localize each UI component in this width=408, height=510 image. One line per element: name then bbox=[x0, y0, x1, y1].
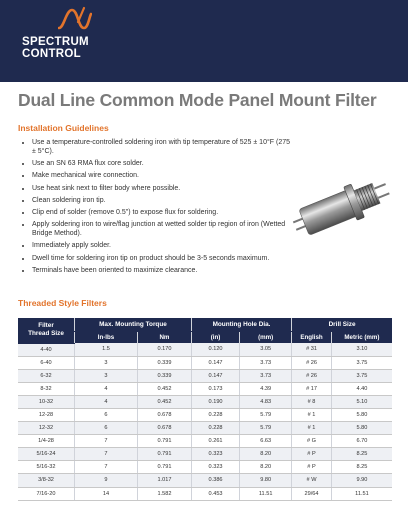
table-cell: 0.120 bbox=[191, 343, 239, 356]
drill-size-group-header: Drill Size bbox=[292, 318, 392, 332]
page-title: Dual Line Common Mode Panel Mount Filter bbox=[18, 90, 377, 110]
table-cell: 3 bbox=[75, 356, 138, 369]
table-cell: 8.25 bbox=[331, 461, 392, 474]
column-header: (in) bbox=[191, 332, 239, 344]
table-cell: 5.80 bbox=[331, 408, 392, 421]
table-cell: 0.791 bbox=[137, 448, 191, 461]
table-row bbox=[18, 343, 392, 356]
column-header: In-lbs bbox=[75, 332, 138, 344]
table-cell: # 31 bbox=[292, 343, 332, 356]
list-item: • Make mechanical wire connection. bbox=[32, 171, 294, 180]
brand-line-2: CONTROL bbox=[22, 48, 81, 60]
table-cell: 12-28 bbox=[18, 408, 75, 421]
table-cell: 0.452 bbox=[137, 395, 191, 408]
threaded-heading: Threaded Style Filters bbox=[18, 298, 107, 308]
table-cell: 1.582 bbox=[137, 487, 191, 500]
table-cell: 0.323 bbox=[191, 461, 239, 474]
table-cell: 3.73 bbox=[240, 356, 292, 369]
list-item: • Use a temperature-controlled soldering iron with tip temperature of 525 ± 10°F (275 ± 5°C). bbox=[32, 138, 294, 156]
table-cell: 0.678 bbox=[137, 408, 191, 421]
table-cell: 4 bbox=[75, 395, 138, 408]
table-cell: 7/16-20 bbox=[18, 487, 75, 500]
table-cell: 4.40 bbox=[331, 382, 392, 395]
filter-product-image bbox=[284, 170, 396, 248]
filter-thread-size-header: Filter Thread Size bbox=[18, 318, 75, 343]
table-body bbox=[18, 343, 392, 500]
table-cell: 6-32 bbox=[18, 369, 75, 382]
table-cell: 11.51 bbox=[240, 487, 292, 500]
table-cell: 1/4-28 bbox=[18, 435, 75, 448]
table-cell: 3.73 bbox=[240, 369, 292, 382]
table-cell: 0.190 bbox=[191, 395, 239, 408]
table-cell: 0.228 bbox=[191, 422, 239, 435]
table-cell: 9.80 bbox=[240, 474, 292, 487]
table-cell: 3.10 bbox=[331, 343, 392, 356]
installation-list bbox=[18, 138, 294, 278]
column-header: Nm bbox=[137, 332, 191, 344]
table-row bbox=[18, 435, 392, 448]
table-cell: # 26 bbox=[292, 369, 332, 382]
table-cell: 6.70 bbox=[331, 435, 392, 448]
table-cell: 6 bbox=[75, 422, 138, 435]
table-cell: 7 bbox=[75, 461, 138, 474]
table-cell: 4-40 bbox=[18, 343, 75, 356]
table-cell: # P bbox=[292, 461, 332, 474]
table-cell: 7 bbox=[75, 448, 138, 461]
table-cell: 5.10 bbox=[331, 395, 392, 408]
table-cell: 0.453 bbox=[191, 487, 239, 500]
table-cell: 8-32 bbox=[18, 382, 75, 395]
table-cell: 4.83 bbox=[240, 395, 292, 408]
table-cell: 5.79 bbox=[240, 422, 292, 435]
table-cell: 6.63 bbox=[240, 435, 292, 448]
table-cell: 0.147 bbox=[191, 356, 239, 369]
table-cell: 3.75 bbox=[331, 356, 392, 369]
list-item: • Immediately apply solder. bbox=[32, 241, 294, 250]
list-item: • Dwell time for soldering iron tip on product should be 3-5 seconds maximum. bbox=[32, 254, 294, 263]
hole-dia-group-header: Mounting Hole Dia. bbox=[191, 318, 291, 332]
table-cell: # P bbox=[292, 448, 332, 461]
threaded-filter-table bbox=[18, 318, 392, 501]
table-cell: 0.678 bbox=[137, 422, 191, 435]
torque-group-header: Max. Mounting Torque bbox=[75, 318, 192, 332]
table-cell: 3.75 bbox=[331, 369, 392, 382]
table-cell: 0.452 bbox=[137, 382, 191, 395]
table-cell: 6-40 bbox=[18, 356, 75, 369]
table-cell: 29/64 bbox=[292, 487, 332, 500]
table-cell: 5.80 bbox=[331, 422, 392, 435]
table-cell: 4 bbox=[75, 382, 138, 395]
brand-logo-text bbox=[22, 36, 89, 60]
table-cell: 0.791 bbox=[137, 461, 191, 474]
list-item: • Clip end of solder (remove 0.5") to expose flux for soldering. bbox=[32, 208, 294, 217]
table-cell: 0.170 bbox=[137, 343, 191, 356]
table-row bbox=[18, 422, 392, 435]
table-cell: 4.39 bbox=[240, 382, 292, 395]
list-item: • Terminals have been oriented to maximize clearance. bbox=[32, 266, 294, 275]
table-cell: # 1 bbox=[292, 422, 332, 435]
table-cell: 5/16-32 bbox=[18, 461, 75, 474]
table-row bbox=[18, 369, 392, 382]
table-row bbox=[18, 382, 392, 395]
list-item: • Use an SN 63 RMA flux core solder. bbox=[32, 159, 294, 168]
table-cell: 1.5 bbox=[75, 343, 138, 356]
table-cell: 0.228 bbox=[191, 408, 239, 421]
table-row bbox=[18, 461, 392, 474]
table-cell: 5/16-24 bbox=[18, 448, 75, 461]
table-cell: # G bbox=[292, 435, 332, 448]
table-cell: 0.173 bbox=[191, 382, 239, 395]
table-row bbox=[18, 356, 392, 369]
column-header: Metric (mm) bbox=[331, 332, 392, 344]
table-cell: # 1 bbox=[292, 408, 332, 421]
table-row bbox=[18, 487, 392, 500]
table-cell: # 26 bbox=[292, 356, 332, 369]
table-cell: 0.791 bbox=[137, 435, 191, 448]
table-cell: 9.90 bbox=[331, 474, 392, 487]
table-cell: 11.51 bbox=[331, 487, 392, 500]
installation-heading: Installation Guidelines bbox=[18, 123, 109, 133]
table-cell: 0.147 bbox=[191, 369, 239, 382]
table-cell: 1.017 bbox=[137, 474, 191, 487]
table-cell: 8.20 bbox=[240, 461, 292, 474]
table-cell: 3 bbox=[75, 369, 138, 382]
column-header: (mm) bbox=[240, 332, 292, 344]
table-cell: # W bbox=[292, 474, 332, 487]
table-cell: 3/8-32 bbox=[18, 474, 75, 487]
table-row bbox=[18, 395, 392, 408]
table-cell: # 8 bbox=[292, 395, 332, 408]
table-cell: 0.261 bbox=[191, 435, 239, 448]
table-cell: 12-32 bbox=[18, 422, 75, 435]
table-cell: 14 bbox=[75, 487, 138, 500]
table-row bbox=[18, 448, 392, 461]
table-cell: 0.386 bbox=[191, 474, 239, 487]
table-cell: 0.323 bbox=[191, 448, 239, 461]
table-cell: 0.339 bbox=[137, 369, 191, 382]
table-cell: 10-32 bbox=[18, 395, 75, 408]
table-cell: 8.25 bbox=[331, 448, 392, 461]
table-cell: 8.20 bbox=[240, 448, 292, 461]
table-cell: 5.79 bbox=[240, 408, 292, 421]
table-row bbox=[18, 474, 392, 487]
list-item: • Use heat sink next to filter body where possible. bbox=[32, 184, 294, 193]
table-cell: 7 bbox=[75, 435, 138, 448]
list-item: • Apply soldering iron to wire/flag junction at wetted solder tip region of iron (Wetted Bridge Method). bbox=[32, 220, 294, 238]
brand-line-1: SPECTRUM bbox=[22, 36, 89, 48]
spectrum-wave-logo-icon bbox=[58, 6, 92, 34]
table-cell: 0.339 bbox=[137, 356, 191, 369]
header-banner bbox=[0, 0, 408, 82]
table-cell: 3.05 bbox=[240, 343, 292, 356]
table-row bbox=[18, 408, 392, 421]
table-cell: 9 bbox=[75, 474, 138, 487]
table-cell: # 17 bbox=[292, 382, 332, 395]
list-item: • Clean soldering iron tip. bbox=[32, 196, 294, 205]
column-header: English bbox=[292, 332, 332, 344]
table-cell: 6 bbox=[75, 408, 138, 421]
